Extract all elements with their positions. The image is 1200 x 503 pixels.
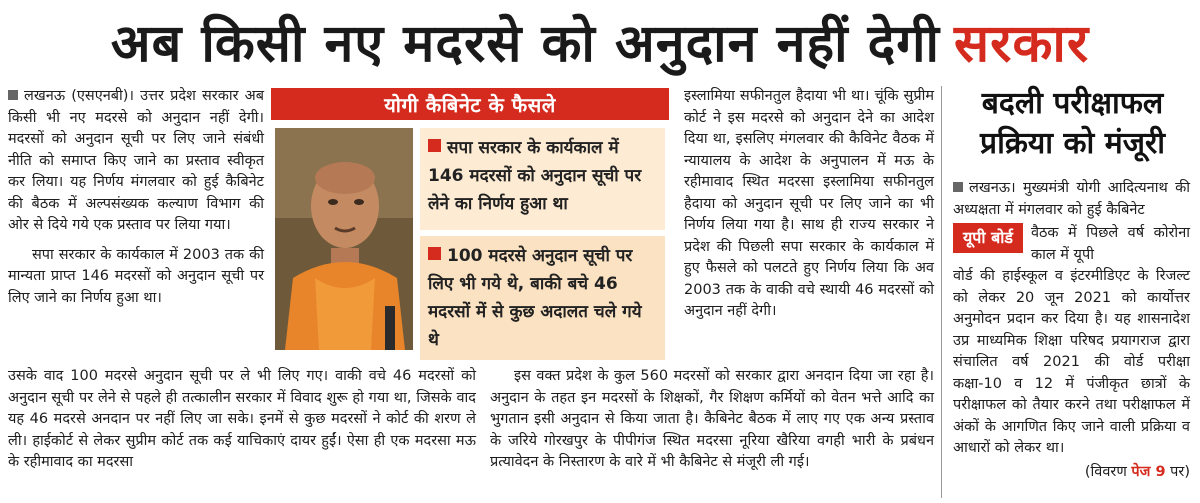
col1-para-2: सपा सरकार के कार्यकाल में 2003 तक की मान्यता प्राप्त 146 मदरसों को अनुदान सूची पर लिए जाने का निर्णय हुआ था। [8, 246, 264, 306]
red-bullet-icon [428, 139, 441, 152]
col3-para-2: इस वक्त प्रदेश के कुल 560 मदरसों को सरकार द्वारा अनदान दिया जा रहा है। अनुदान के तहत इन मदरसों के शिक्षकों, गैर शिक्षण कर्मियों को वेतन भत्ते आदि का भुगतान इसी अनुदान से किया जाता है। कैबिनेट बैठक में लाए गए एक अन्य प्रस्ताव के जरिये गोरखपुर के पीपीगंज स्थित मदरसा नूरिया खैरिया वगही भारी के प्रबंधन प्रत्यावेदन के निस्तारण के वारे में भी कैबिनेट से मंजूरी ली गई। [490, 368, 934, 470]
headline [0, 0, 1200, 82]
yogi-photo [275, 128, 413, 350]
up-board-tag: यूपी बोर्ड [953, 223, 1023, 253]
side-body [953, 178, 1190, 483]
ref-close: पर) [1170, 463, 1190, 480]
bullet-icon [953, 182, 963, 192]
fact-1-text: सपा सरकार के कार्यकाल में 146 मदरसों को अनुदान सूची पर लेने का निर्णय हुआ था [428, 138, 642, 214]
side-headline: बदली परीक्षाफल प्रक्रिया को मंजूरी [980, 86, 1165, 161]
col1-para-3: उसके वाद 100 मदरसे अनुदान सूची पर ले भी लिए गए। वाकी वचे 46 मदरसों को अनुदान सूची पर लेने से पहले ही तत्कालीन सरकार में विवाद शुरू हो गया था, जिसके वाद यह 46 मदरसे अनदान पर नहीं लिए जा सके। इनमें से कुछ मदरसों ने कोर्ट की शरण ले ली। हाईकोर्ट से लेकर सुप्रीम कोर्ट तक कई याचिकाएं दायर हुईं। ऐसा ही एक मदरसा मऊ के रहीमावाद का मदरसा [8, 368, 476, 470]
headline-accent: सरकार [954, 13, 1090, 74]
side-page-ref [953, 462, 1190, 484]
side-body-a: वैठक में पिछले वर्ष कोरोना काल में यूपी [1030, 225, 1190, 263]
headline-main: अब किसी नए मदरसे को अनुदान नहीं देगी [110, 13, 941, 74]
side-story [945, 82, 1200, 503]
fact-box-2 [420, 236, 665, 360]
ref-page: पेज 9 [1131, 463, 1166, 480]
col3-para-1: इस्लामिया सफीनतुल हैदाया भी था। चूंकि सुप्रीम कोर्ट ने इस मदरसे को अनुदान देने का आदेश दिया था, इसलिए मंगलवार की कैविनेट वैठक में न्यायालय के आदेश के अनुपालन में मऊ के रहीमावाद स्थित मदरसा इस्लामिया सफीनतुल हैदाया को अनुदान सूची पर लिए जाने का भी निर्णय लिया गया है। साथ ही राज्य सरकार ने प्रदेश की पिछली सपा सरकार के कार्यकाल में हुए फैसले को पलटते हुए निर्णय लिया कि अव 2003 तक के वाकी वचे स्थायी 46 मदरसों को अनुदान नहीं देगी। [684, 88, 934, 319]
column-divider [941, 86, 942, 498]
fact-box-1 [420, 128, 665, 230]
fact-2-text: 100 मदरसे अनुदान सूची पर लिए भी गये थे, बाकी बचे 46 मदरसों में से कुछ अदालत चले गये थे [428, 246, 642, 350]
side-dateline: लखनऊ। मुख्यमंत्री योगी आदित्यनाथ की अध्यक्षता में मंगलवार को हुई कैबिनेट [953, 180, 1190, 218]
red-bullet-icon [428, 247, 441, 260]
ref-open: (विवरण [1084, 463, 1127, 480]
bullet-icon [8, 90, 18, 100]
side-body-b: वोर्ड की हाईस्कूल व इंटरमीडिएट के रिजल्ट को लेकर 20 जून 2021 को कार्योत्तर अनुमोदन प्रदान कर दिया है। यह शासनादेश उप्र माध्यमिक शिक्षा परिषद प्रयागराज द्वारा संचालित वर्ष 2021 की वोर्ड परीक्षा कक्षा-10 व 12 में पंजीकृत छात्रों के परीक्षाफल को तैयार करने तथा परीक्षाफल में अंकों के आगणित किए जाने वाली प्रक्रिया व आधारों को लेकर था। [953, 268, 1190, 456]
portrait-illustration [275, 128, 413, 350]
col1-para-1: लखनऊ (एसएनबी)। उत्तर प्रदेश सरकार अब किसी भी नए मदरसे को अनुदान नहीं देगी। मदरसों को अनुदान सूची पर लिए जाने संबंधी नीति को समाप्त किए जाने का प्रस्ताव स्वीकृत कर लिया। यह निर्णय मंगलवार को हुई कैबिनेट की बैठक में अल्पसंख्यक कल्याण विभाग की ओर से दिये गये एक प्रस्ताव पर लिया गया। [8, 88, 264, 233]
article-column-1 [8, 86, 264, 309]
cabinet-banner: योगी कैबिनेट के फैसले [271, 88, 669, 120]
